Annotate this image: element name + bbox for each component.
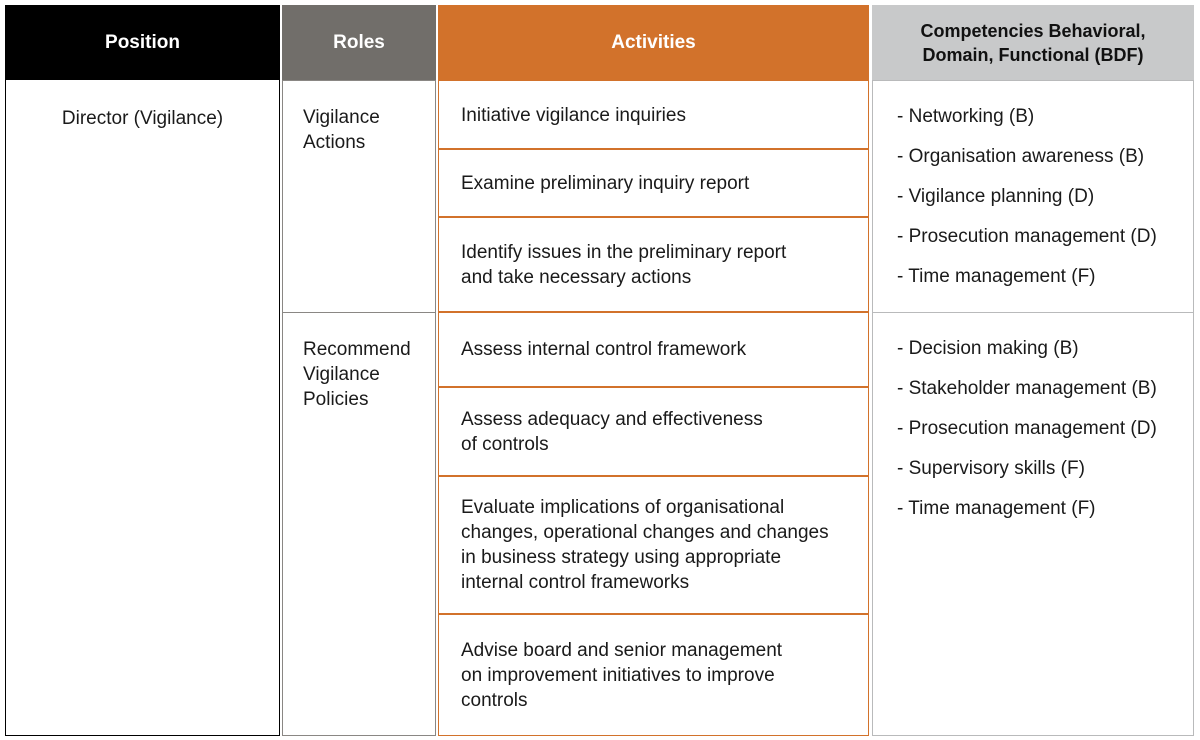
competency-item: - Decision making (B): [897, 338, 1079, 359]
roles-body: [282, 80, 436, 736]
activity-text: Assess internal control framework: [461, 339, 747, 360]
competency-cell: [872, 80, 1194, 313]
activity-cell: [438, 475, 869, 615]
position-value: Director (Vigilance): [61, 108, 224, 129]
activity-text: Identify issues in the preliminary report and take necessary actions: [461, 241, 787, 288]
activity-text: Advise board and senior management on improvement initiatives to improve controls: [461, 640, 783, 711]
roles-header: Roles: [282, 5, 436, 80]
position-column: [5, 5, 280, 736]
activity-text: Assess adequacy and effectiveness of controls: [461, 408, 763, 455]
activity-cell: [438, 311, 869, 388]
competency-item: - Stakeholder management (B): [897, 378, 1157, 399]
position-body: [5, 80, 280, 736]
competencies-header-line1: Competencies Behavioral,: [920, 20, 1146, 41]
position-header: Position: [5, 5, 280, 80]
activity-cell: [438, 216, 869, 313]
activity-cell: [438, 148, 869, 218]
competency-item: - Networking (B): [897, 106, 1035, 127]
activity-cell: [438, 386, 869, 477]
competency-item: - Time management (F): [897, 498, 1096, 519]
competencies-column: [872, 5, 1194, 736]
activity-text: Initiative vigilance inquiries: [461, 104, 686, 126]
activity-cell: [438, 613, 869, 736]
activity-text: Evaluate implications of organisational changes, operational changes and changes in business strategy using appropriate internal control frameworks: [461, 497, 829, 593]
competency-item: - Organisation awareness (B): [897, 146, 1145, 167]
competencies-header-line2: Domain, Functional (BDF): [922, 44, 1144, 65]
activity-cell: [438, 80, 869, 150]
role-cell-recommend-policies: [282, 312, 436, 736]
activities-header: Activities: [438, 5, 869, 80]
roles-column: [282, 5, 436, 736]
competency-item: - Prosecution management (D): [897, 418, 1157, 439]
competency-item: - Prosecution management (D): [897, 226, 1157, 247]
role-cell-vigilance-actions: [282, 80, 436, 313]
competency-item: - Supervisory skills (F): [897, 458, 1085, 479]
activities-column: [438, 5, 869, 736]
competencies-body: [872, 80, 1194, 736]
activity-text: Examine preliminary inquiry report: [461, 172, 750, 194]
competency-item: - Vigilance planning (D): [897, 186, 1095, 207]
competency-cell: [872, 312, 1194, 736]
activities-body: [438, 80, 869, 736]
competencies-header: [872, 5, 1194, 80]
competency-item: - Time management (F): [897, 266, 1096, 287]
role-label: Recommend Vigilance Policies: [303, 339, 411, 410]
role-label: Vigilance Actions: [303, 107, 380, 153]
